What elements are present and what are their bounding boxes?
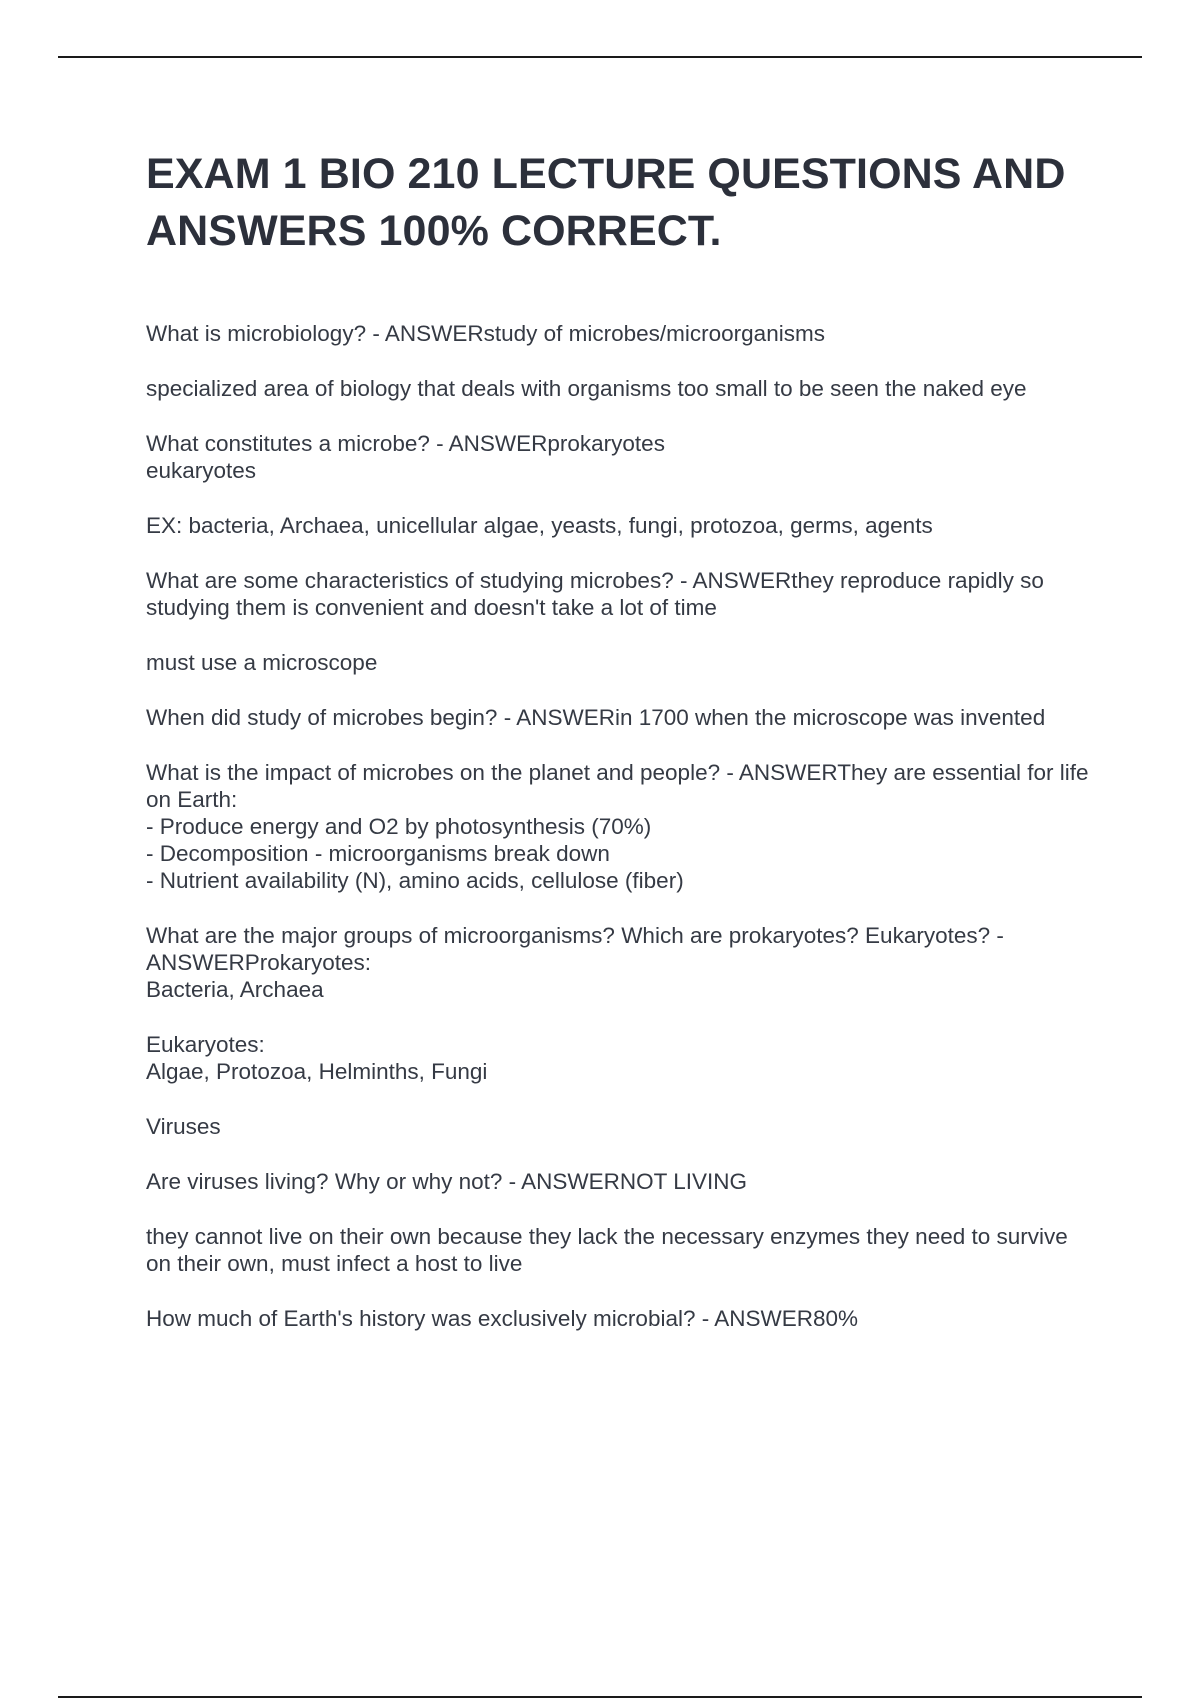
paragraph-10: Eukaryotes: Algae, Protozoa, Helminths, Fungi [146, 1032, 488, 1084]
paragraph-3: What constitutes a microbe? - ANSWERprokaryotes eukaryotes [146, 431, 665, 483]
paragraph-5: What are some characteristics of studying microbes? - ANSWERthey reproduce rapidly so studying them is convenient and doesn't take a lot of time [146, 568, 1044, 620]
paragraph-4: EX: bacteria, Archaea, unicellular algae, yeasts, fungi, protozoa, germs, agents [146, 513, 933, 538]
document-body [146, 320, 1096, 1332]
paragraph-13: they cannot live on their own because they lack the necessary enzymes they need to survive on their own, must infect a host to live [146, 1224, 1068, 1276]
document-title: EXAM 1 BIO 210 LECTURE QUESTIONS AND ANSWERS 100% CORRECT. [146, 150, 1066, 255]
paragraph-7: When did study of microbes begin? - ANSWERin 1700 when the microscope was invented [146, 705, 1046, 730]
paragraph-1: What is microbiology? - ANSWERstudy of microbes/microorganisms [146, 321, 825, 346]
paragraph-8: What is the impact of microbes on the planet and people? - ANSWERThey are essential for life on Earth: - Produce energy and O2 by photosynthesis (70%) - Decomposition - microorganisms break down - Nutrient availability (N), amino acids, cellulose (fiber) [146, 760, 1089, 893]
paragraph-2: specialized area of biology that deals with organisms too small to be seen the naked eye [146, 376, 1027, 401]
paragraph-11: Viruses [146, 1114, 221, 1139]
paragraph-9: What are the major groups of microorganisms? Which are prokaryotes? Eukaryotes? - ANSWERProkaryotes: Bacteria, Archaea [146, 923, 1004, 1002]
paragraph-12: Are viruses living? Why or why not? - ANSWERNOT LIVING [146, 1169, 748, 1194]
document-page [146, 146, 1096, 1360]
top-rule [58, 56, 1142, 58]
paragraph-6: must use a microscope [146, 650, 378, 675]
paragraph-14: How much of Earth's history was exclusively microbial? - ANSWER80% [146, 1306, 859, 1331]
bottom-rule [58, 1696, 1142, 1698]
